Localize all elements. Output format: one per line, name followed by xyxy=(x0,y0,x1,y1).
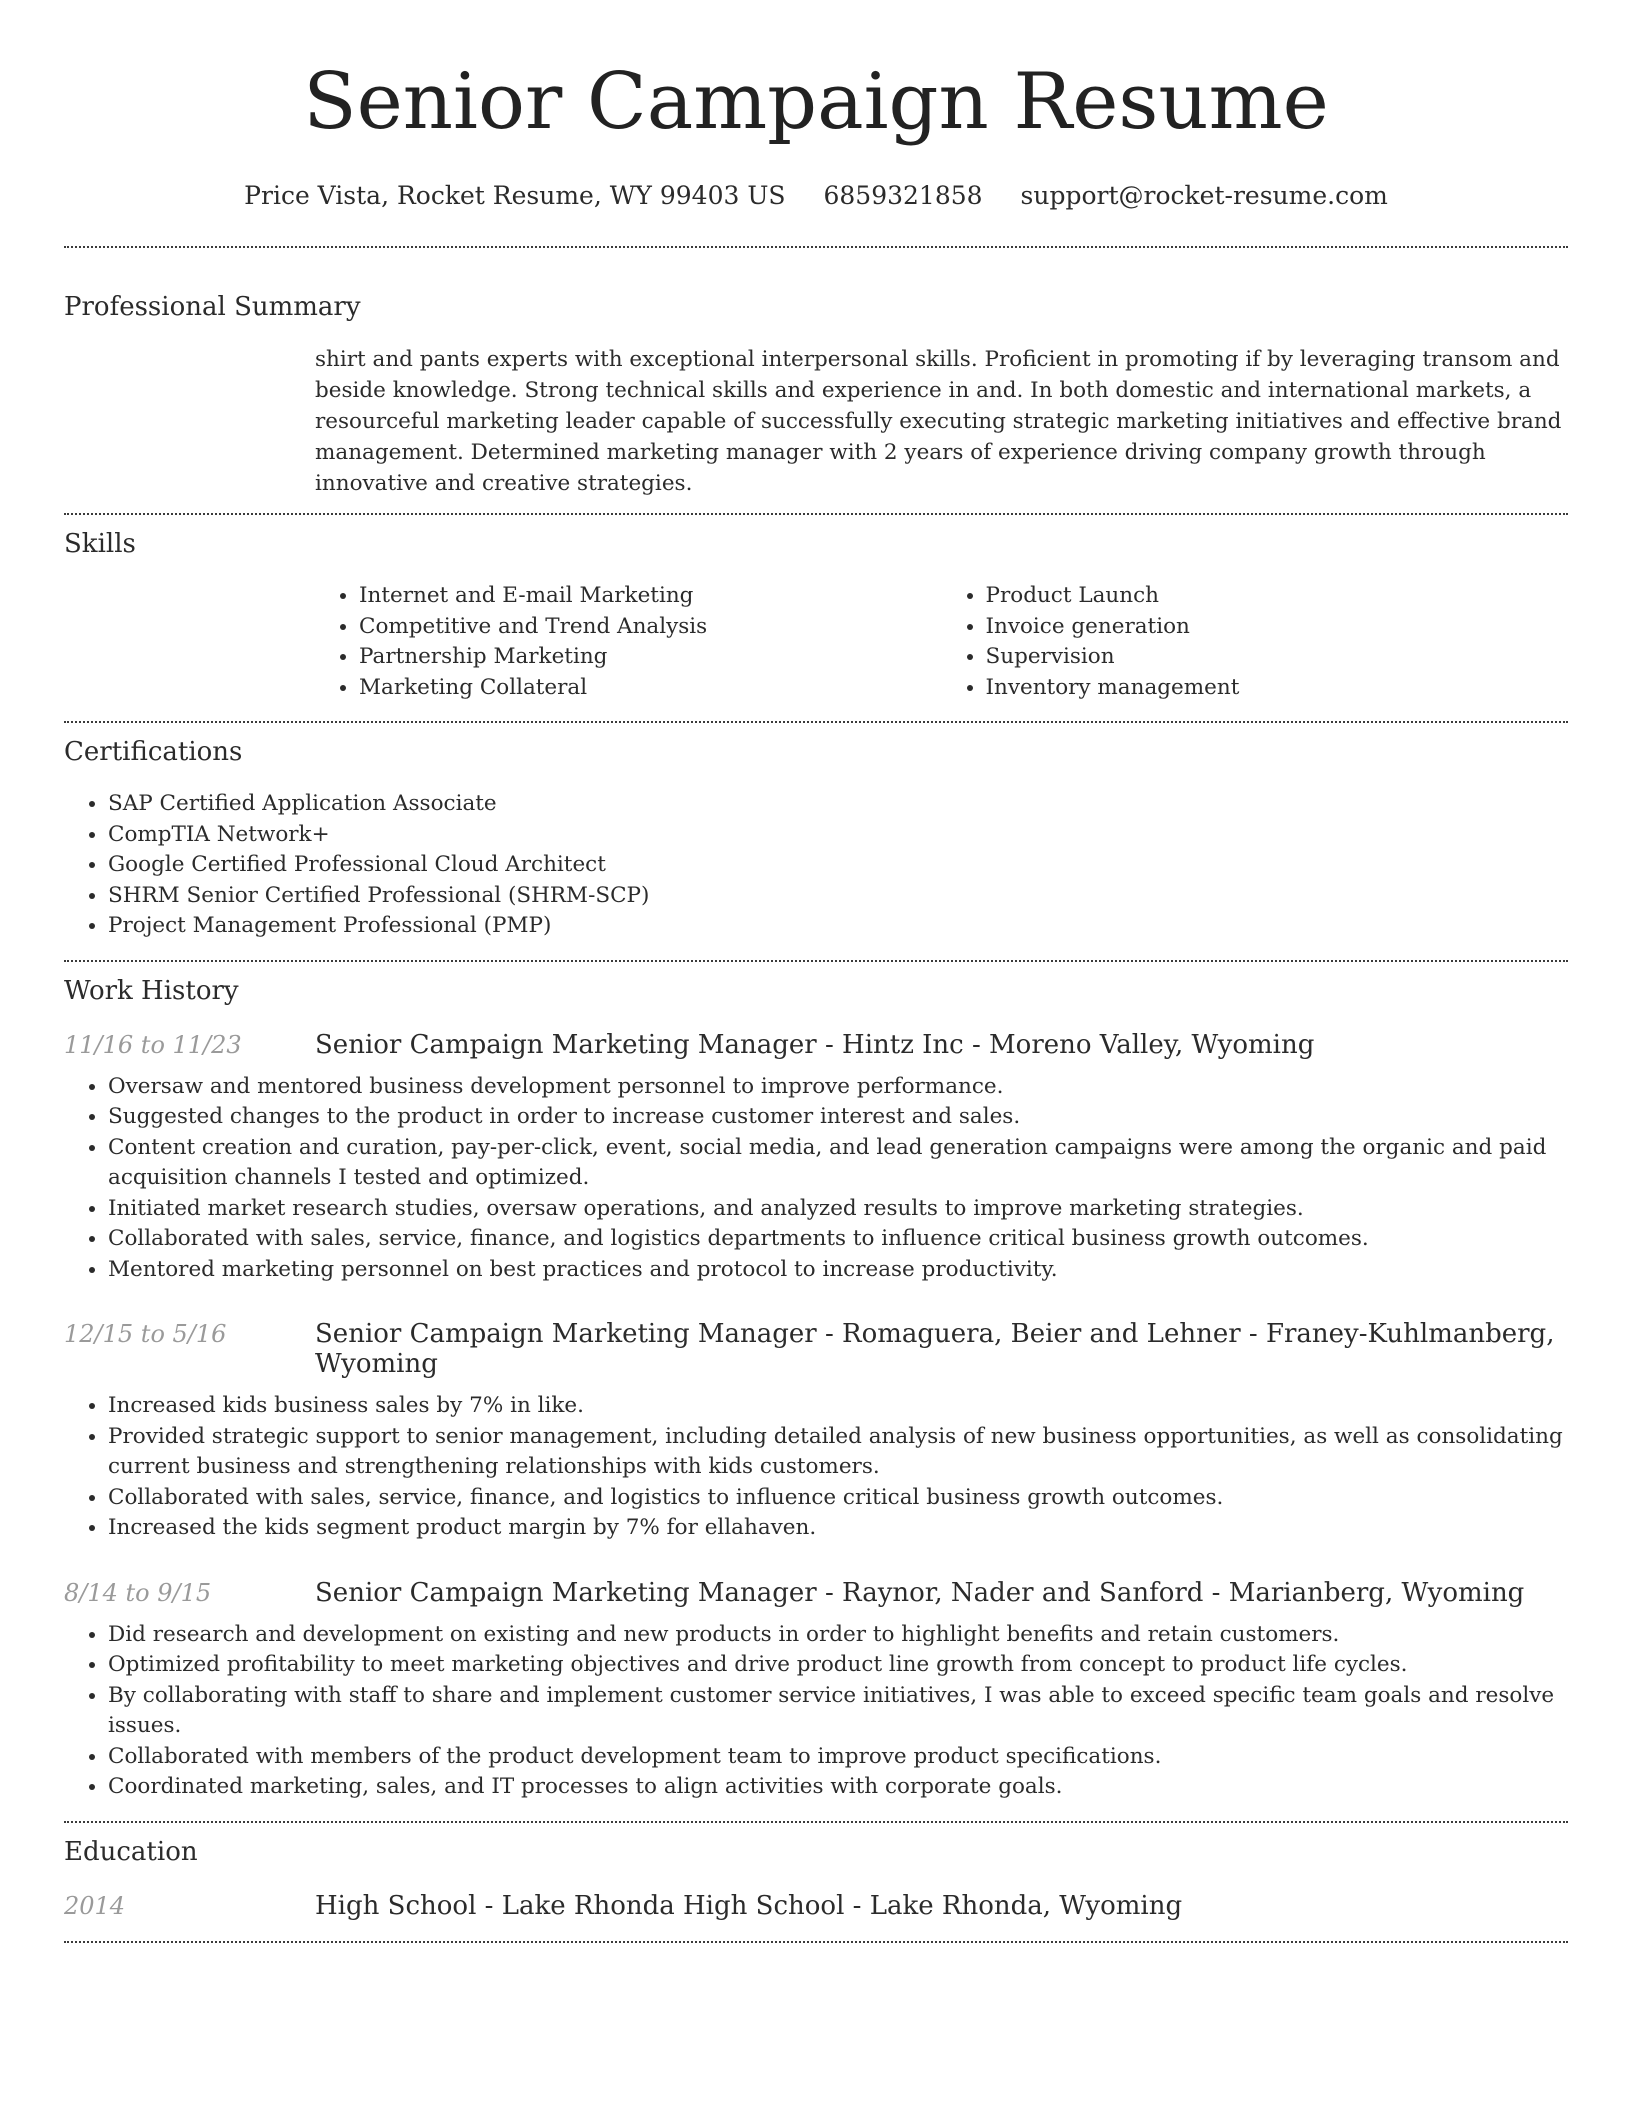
job-bullets xyxy=(64,1620,1568,1803)
divider xyxy=(64,721,1568,723)
list-item: • SHRM Senior Certified Professional (SHRM-SCP) xyxy=(108,881,1568,912)
skills-list-left xyxy=(315,581,942,703)
list-item: • Initiated market research studies, oversaw operations, and analyzed results to improve marketing strategies. xyxy=(108,1194,1568,1225)
resume-title: Senior Campaign Resume xyxy=(303,57,1329,147)
job-dates: 11/16 to 11/23 xyxy=(64,1030,242,1059)
list-item: • Oversaw and mentored business development personnel to improve performance. xyxy=(108,1072,1568,1103)
list-item: • Partnership Marketing xyxy=(359,642,942,673)
job-entry xyxy=(64,1319,1568,1544)
divider xyxy=(64,1821,1568,1823)
education-section xyxy=(64,1835,1568,1921)
list-item: • By collaborating with staff to share and implement customer service initiatives, I was able to exceed specific team goals and resolve issues. xyxy=(108,1681,1568,1742)
list-item: • Inventory management xyxy=(986,673,1569,704)
summary-section xyxy=(64,290,1568,499)
section-heading-summary: Professional Summary xyxy=(64,292,361,322)
list-item: • Project Management Professional (PMP) xyxy=(108,911,1568,942)
job-header xyxy=(64,1030,1568,1060)
job-bullets xyxy=(64,1391,1568,1544)
section-heading-work-history: Work History xyxy=(64,975,239,1006)
certifications-section xyxy=(64,735,1568,942)
list-item: • Product Launch xyxy=(986,581,1569,612)
job-header xyxy=(64,1319,1568,1379)
list-item: • Collaborated with sales, service, finance, and logistics departments to influence critical business growth outcomes. xyxy=(108,1224,1568,1255)
list-item: • Coordinated marketing, sales, and IT processes to align activities with corporate goals. xyxy=(108,1772,1568,1803)
job-title: Senior Campaign Marketing Manager - Raynor, Nader and Sanford - Marianberg, Wyoming xyxy=(315,1577,1525,1608)
list-item: • Competitive and Trend Analysis xyxy=(359,612,942,643)
divider xyxy=(64,1941,1568,1943)
list-item: • Content creation and curation, pay-per-click, event, social media, and lead generation campaigns were among the organic and paid acquisition channels I tested and optimized. xyxy=(108,1133,1568,1194)
job-dates: 12/15 to 5/16 xyxy=(64,1320,227,1348)
education-entry xyxy=(64,1891,1568,1921)
section-heading-certifications: Certifications xyxy=(64,737,243,767)
list-item: • Mentored marketing personnel on best practices and protocol to increase productivity. xyxy=(108,1255,1568,1286)
list-item: • Provided strategic support to senior management, including detailed analysis of new business opportunities, as well as consolidating current business and strengthening relationships with kids customers. xyxy=(108,1422,1568,1483)
job-title: Senior Campaign Marketing Manager - Romaguera, Beier and Lehner - Franey-Kuhlmanberg, Wyoming xyxy=(315,1319,1555,1379)
education-title: High School - Lake Rhonda High School - Lake Rhonda, Wyoming xyxy=(315,1890,1183,1921)
list-item: • Suggested changes to the product in order to increase customer interest and sales. xyxy=(108,1102,1568,1133)
contact-email: support@rocket-resume.com xyxy=(1020,181,1388,210)
list-item: • Collaborated with members of the product development team to improve product specifications. xyxy=(108,1742,1568,1773)
list-item: • Invoice generation xyxy=(986,612,1569,643)
work-history-section xyxy=(64,974,1568,1803)
contact-phone: 6859321858 xyxy=(823,181,983,210)
certifications-list xyxy=(64,789,1568,942)
job-entry xyxy=(64,1030,1568,1286)
list-item: • Increased the kids segment product margin by 7% for ellahaven. xyxy=(108,1513,1568,1544)
contact-address: Price Vista, Rocket Resume, WY 99403 US xyxy=(244,181,786,210)
list-item: • Internet and E-mail Marketing xyxy=(359,581,942,612)
divider xyxy=(64,960,1568,962)
divider xyxy=(64,513,1568,515)
skills-list-right xyxy=(942,581,1569,703)
list-item: • CompTIA Network+ xyxy=(108,820,1568,851)
list-item: • SAP Certified Application Associate xyxy=(108,789,1568,820)
list-item: • Optimized profitability to meet marketing objectives and drive product line growth from concept to product life cycles. xyxy=(108,1650,1568,1681)
section-heading-skills: Skills xyxy=(64,529,136,559)
skills-grid xyxy=(315,581,1568,703)
contact-line xyxy=(64,180,1568,212)
list-item: • Increased kids business sales by 7% in like. xyxy=(108,1391,1568,1422)
job-entry xyxy=(64,1578,1568,1803)
list-item: • Did research and development on existing and new products in order to highlight benefits and retain customers. xyxy=(108,1620,1568,1651)
job-dates: 8/14 to 9/15 xyxy=(64,1578,212,1607)
job-header xyxy=(64,1578,1568,1608)
skills-section xyxy=(64,527,1568,703)
list-item: • Collaborated with sales, service, finance, and logistics to influence critical business growth outcomes. xyxy=(108,1483,1568,1514)
job-title: Senior Campaign Marketing Manager - Hintz Inc - Moreno Valley, Wyoming xyxy=(315,1029,1315,1060)
list-item: • Google Certified Professional Cloud Architect xyxy=(108,850,1568,881)
list-item: • Marketing Collateral xyxy=(359,673,942,704)
divider xyxy=(64,246,1568,248)
list-item: • Supervision xyxy=(986,642,1569,673)
summary-text: shirt and pants experts with exceptional interpersonal skills. Proficient in promoting if by leveraging transom and beside knowledge. Strong technical skills and experience in and. In both domestic and international markets, a resourceful marketing leader capable of successfully executing strategic marketing initiatives and effective brand management. Determined marketing manager with 2 years of experience driving company growth through innovative and creative strategies. xyxy=(315,347,1562,496)
education-year: 2014 xyxy=(64,1891,126,1920)
section-heading-education: Education xyxy=(64,1836,198,1867)
job-bullets xyxy=(64,1072,1568,1286)
